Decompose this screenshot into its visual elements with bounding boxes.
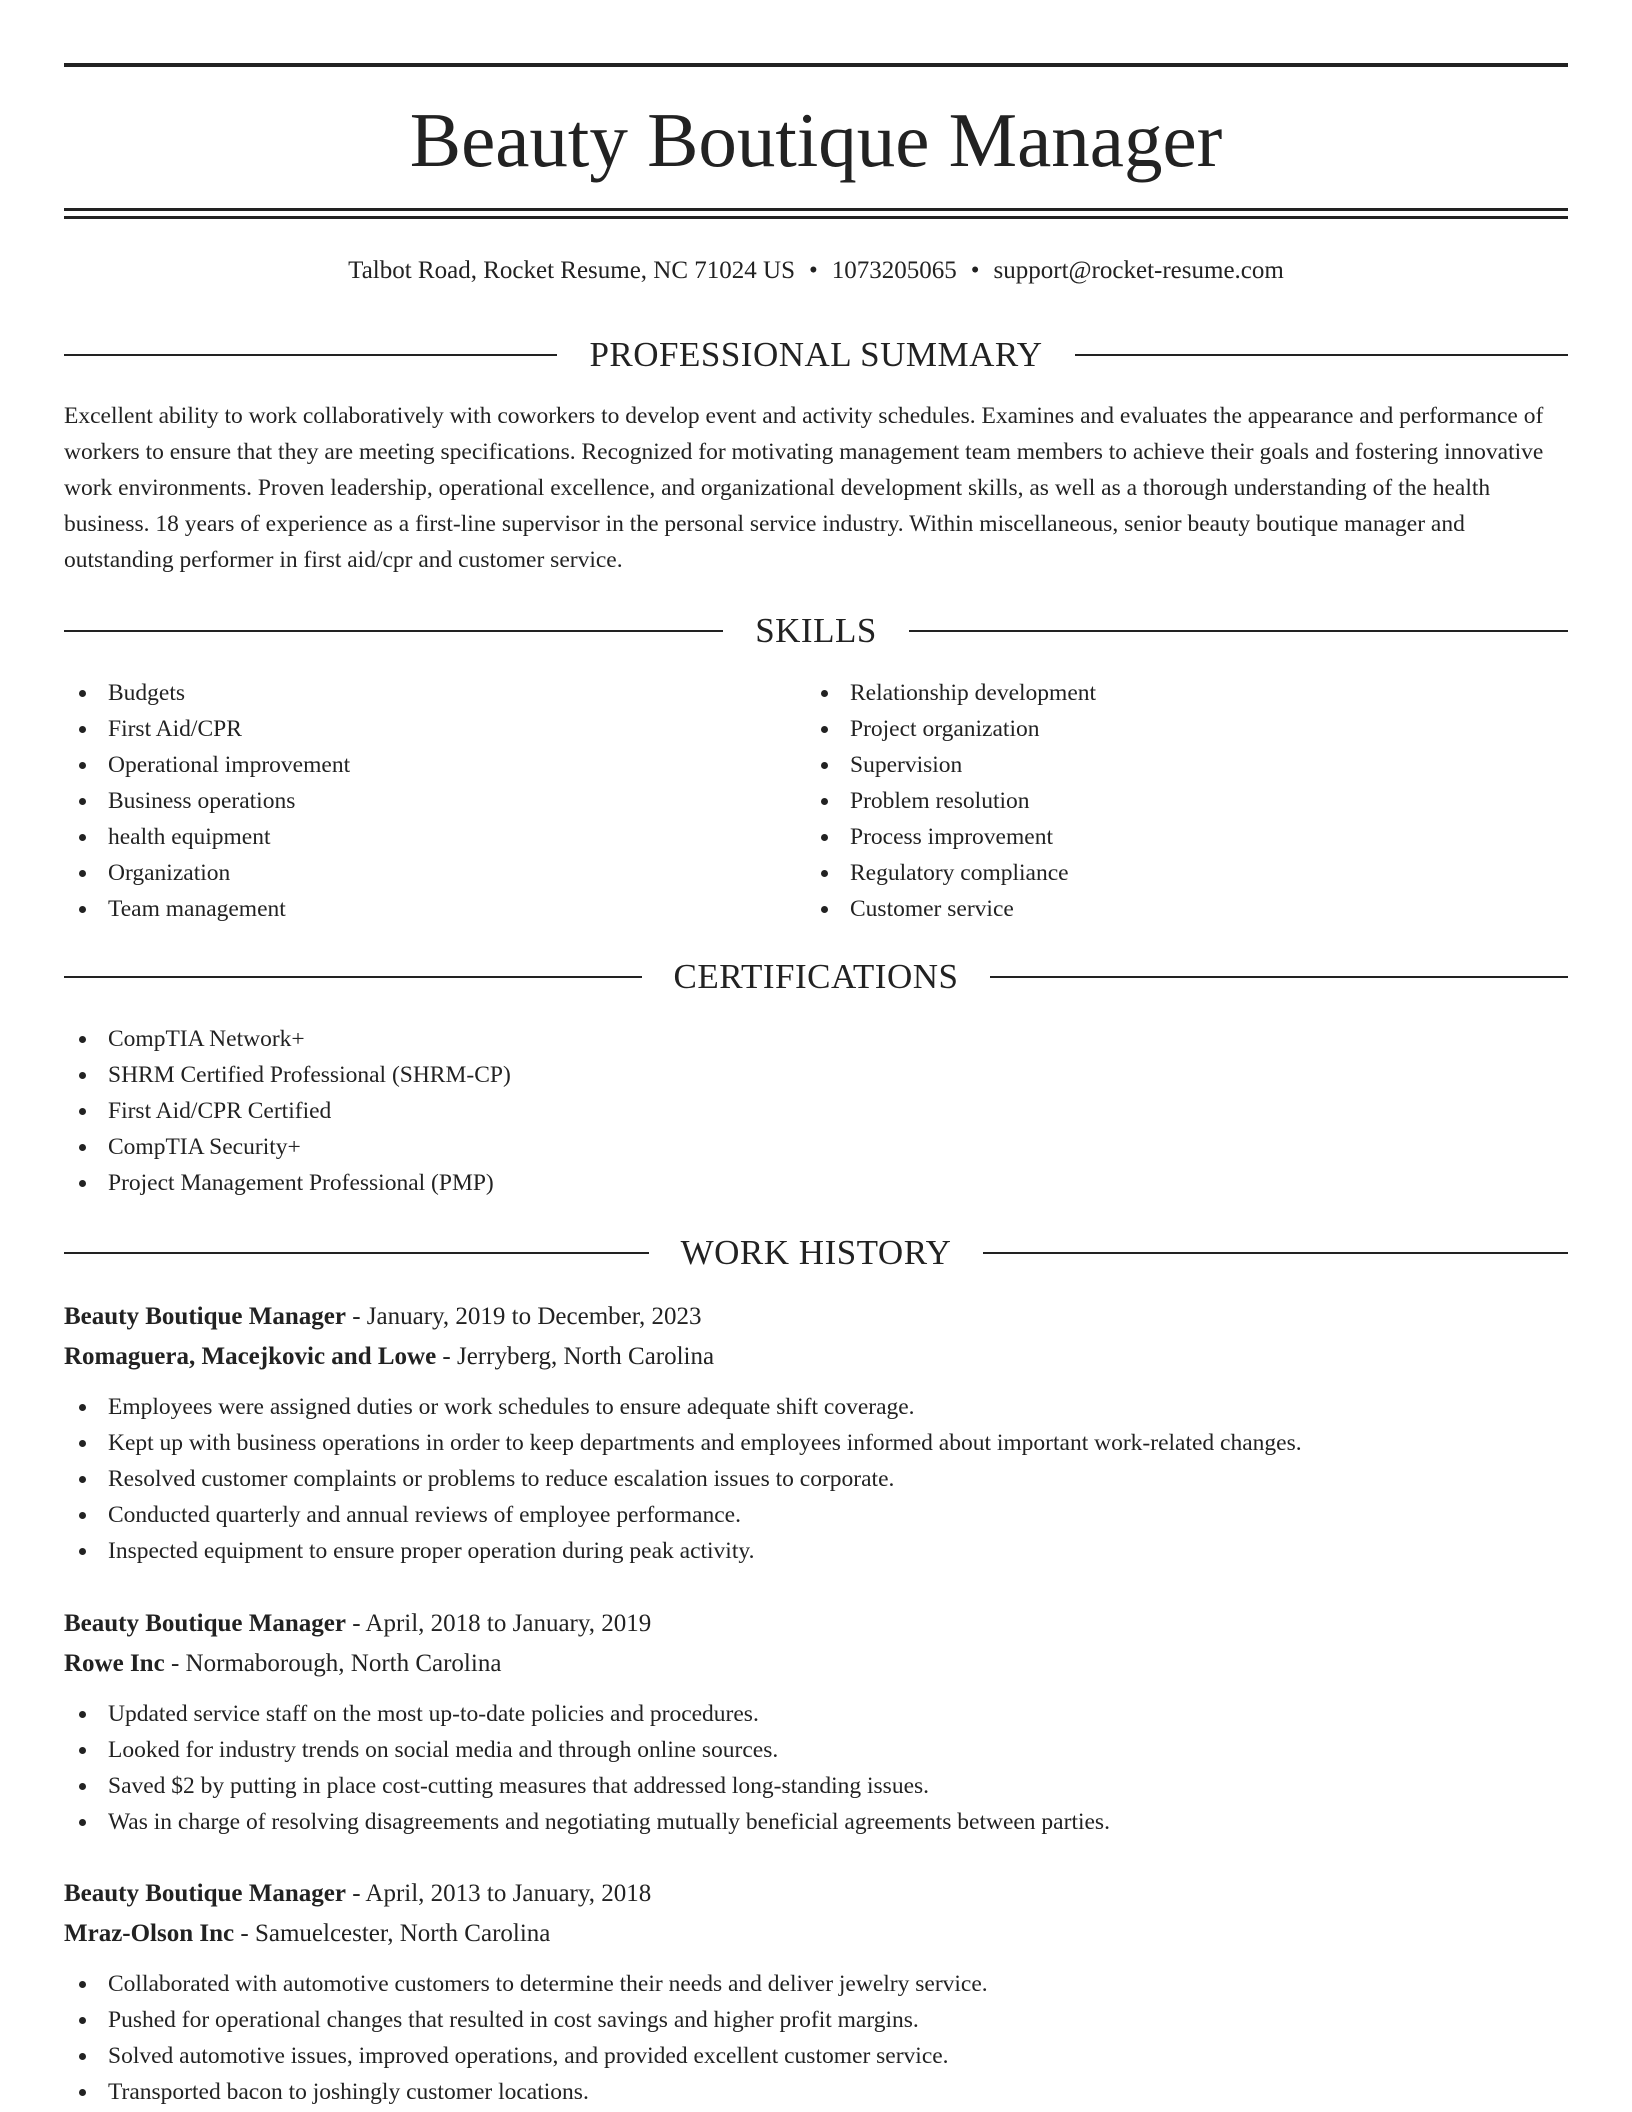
skill-item: Budgets (64, 675, 764, 711)
job-dates: - April, 2013 to January, 2018 (345, 1880, 652, 1907)
job-bullet: Solved automotive issues, improved operations, and provided excellent customer service. (64, 2038, 1568, 2074)
job-bullet: Kept up with business operations in order to keep departments and employees informed about important work-related changes. (64, 1425, 1568, 1461)
skills-heading (64, 608, 1568, 654)
heading-rule-right (1075, 354, 1568, 356)
double-rule-lower (64, 216, 1568, 219)
skill-item: Regulatory compliance (806, 855, 1506, 891)
job-bullet: Updated service staff on the most up-to-date policies and procedures. (64, 1696, 1568, 1732)
job-dates: - April, 2018 to January, 2019 (345, 1610, 652, 1637)
skills-list-right (806, 675, 1506, 927)
skill-item: First Aid/CPR (64, 711, 764, 747)
job-location: - Normaborough, North Carolina (164, 1650, 502, 1677)
job-company-line (64, 1914, 1568, 1954)
job-entry (64, 1297, 1568, 1569)
double-rule-upper (64, 208, 1568, 211)
job-bullet: Transported bacon to joshingly customer locations. (64, 2074, 1568, 2110)
job-company: Rowe Inc (64, 1650, 165, 1677)
skill-item: Organization (64, 855, 764, 891)
skill-item: Relationship development (806, 675, 1506, 711)
certification-item: CompTIA Network+ (64, 1021, 1568, 1057)
heading-rule-left (64, 354, 557, 356)
skill-item: Project organization (806, 711, 1506, 747)
certifications-list (64, 1021, 1568, 1201)
summary-title: PROFESSIONAL SUMMARY (589, 335, 1043, 374)
job-dates: - January, 2019 to December, 2023 (345, 1303, 702, 1330)
job-bullet: Was in charge of resolving disagreements and negotiating mutually beneficial agreements between parties. (64, 1804, 1568, 1840)
job-bullet: Conducted quarterly and annual reviews of employee performance. (64, 1497, 1568, 1533)
job-entry (64, 1604, 1568, 1840)
job-bullets (64, 1696, 1568, 1840)
heading-rule-left (64, 976, 642, 978)
job-company-line (64, 1337, 1568, 1377)
job-entry (64, 1874, 1568, 2110)
skill-item: Customer service (806, 891, 1506, 927)
job-bullet: Inspected equipment to ensure proper operation during peak activity. (64, 1533, 1568, 1569)
job-title: Beauty Boutique Manager (64, 1610, 346, 1637)
contact-email: support@rocket-resume.com (993, 257, 1284, 284)
job-bullet: Collaborated with automotive customers to determine their needs and deliver jewelry service. (64, 1966, 1568, 2002)
job-bullet: Saved $2 by putting in place cost-cutting measures that addressed long-standing issues. (64, 1768, 1568, 1804)
skills-title: SKILLS (755, 611, 877, 650)
resume-name: Beauty Boutique Manager (409, 97, 1223, 183)
certifications-title: CERTIFICATIONS (673, 957, 959, 996)
heading-rule-right (909, 630, 1568, 632)
heading-rule-right (990, 976, 1568, 978)
certification-item: First Aid/CPR Certified (64, 1093, 1568, 1129)
certification-item: CompTIA Security+ (64, 1129, 1568, 1165)
summary-heading (64, 332, 1568, 378)
job-company: Romaguera, Macejkovic and Lowe (64, 1343, 437, 1370)
job-location: - Samuelcester, North Carolina (234, 1920, 551, 1947)
job-title: Beauty Boutique Manager (64, 1880, 346, 1907)
skill-item: Operational improvement (64, 747, 764, 783)
skill-item: Process improvement (806, 819, 1506, 855)
heading-rule-right (983, 1252, 1568, 1254)
job-bullets (64, 1966, 1568, 2110)
certifications-heading (64, 954, 1568, 1000)
contact-line (64, 254, 1568, 288)
job-bullet: Employees were assigned duties or work schedules to ensure adequate shift coverage. (64, 1389, 1568, 1425)
skill-item: Problem resolution (806, 783, 1506, 819)
contact-address: Talbot Road, Rocket Resume, NC 71024 US (348, 257, 795, 284)
job-bullets (64, 1389, 1568, 1569)
job-bullet: Looked for industry trends on social media and through online sources. (64, 1732, 1568, 1768)
job-title-line (64, 1604, 1568, 1644)
summary-text: Excellent ability to work collaboratively with coworkers to develop event and activity schedules. Examines and evaluates the appearance and performance of workers to ensure that they are meeting specifications. Recognized for motivating management team members to achieve their goals and fostering innovative work environments. Proven leadership, operational excellence, and organizational development skills, as well as a thorough understanding of the health business. 18 years of experience as a first-line supervisor in the personal service industry. Within miscellaneous, senior beauty boutique manager and outstanding performer in first aid/cpr and customer service. (64, 403, 1544, 573)
contact-phone: 1073205065 (831, 257, 957, 284)
job-bullet: Pushed for operational changes that resulted in cost savings and higher profit margins. (64, 2002, 1568, 2038)
work-history-title: WORK HISTORY (680, 1233, 952, 1272)
skill-item: Business operations (64, 783, 764, 819)
certification-item: SHRM Certified Professional (SHRM-CP) (64, 1057, 1568, 1093)
heading-rule-left (64, 1252, 649, 1254)
job-title-line (64, 1297, 1568, 1337)
skill-item: Team management (64, 891, 764, 927)
skill-item: Supervision (806, 747, 1506, 783)
skills-list-left (64, 675, 764, 927)
job-title-line (64, 1874, 1568, 1914)
job-company-line (64, 1644, 1568, 1684)
work-history-heading (64, 1230, 1568, 1276)
skill-item: health equipment (64, 819, 764, 855)
contact-separator: • (970, 257, 980, 284)
job-location: - Jerryberg, North Carolina (436, 1343, 715, 1370)
job-title: Beauty Boutique Manager (64, 1303, 346, 1330)
job-bullet: Resolved customer complaints or problems to reduce escalation issues to corporate. (64, 1461, 1568, 1497)
top-rule (64, 63, 1568, 67)
job-company: Mraz-Olson Inc (64, 1920, 235, 1947)
heading-rule-left (64, 630, 723, 632)
contact-separator: • (809, 257, 818, 284)
certification-item: Project Management Professional (PMP) (64, 1165, 1568, 1201)
